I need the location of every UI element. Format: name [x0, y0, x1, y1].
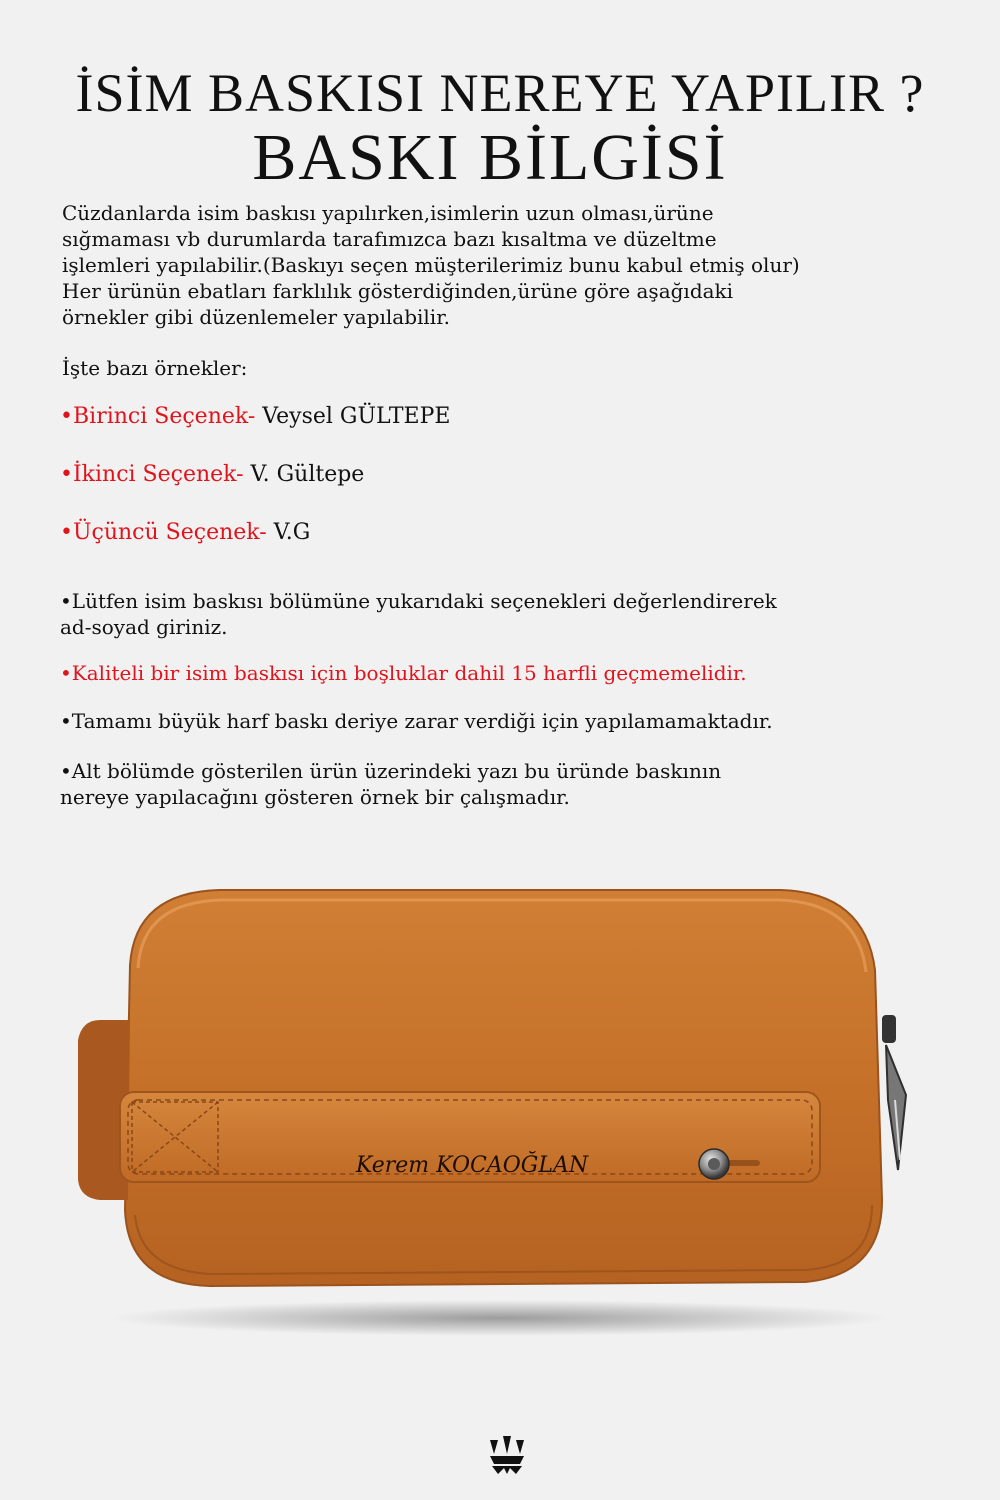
snap-button-icon — [699, 1149, 729, 1179]
note-line: •Tamamı büyük harf baskı deriye zarar verdiği için yapılamamaktadır. — [60, 709, 773, 733]
intro-line: örnekler gibi düzenlemeler yapılabilir. — [62, 305, 450, 329]
option-label: İkinci Seçenek- — [72, 462, 244, 487]
note-character-limit — [60, 660, 960, 686]
note-enter-name — [60, 588, 960, 640]
option-bullet: • — [60, 520, 73, 545]
option-value: V. Gültepe — [243, 462, 365, 487]
note-uppercase-warning — [60, 708, 960, 734]
option-third — [60, 520, 310, 545]
intro-paragraph — [62, 200, 942, 330]
intro-line: işlemleri yapılabilir.(Baskıyı seçen müşterilerimiz bunu kabul etmiş olur) — [62, 253, 800, 277]
note-line: nereye yapılacağını gösteren örnek bir çalışmadır. — [60, 785, 570, 809]
option-label: Üçüncü Seçenek- — [72, 520, 267, 545]
examples-heading: İşte bazı örnekler: — [62, 356, 248, 380]
option-second — [60, 462, 364, 487]
option-value: Veysel GÜLTEPE — [255, 404, 451, 429]
page-subtitle: BASKI BİLGİSİ — [252, 121, 728, 194]
intro-line: sığmaması vb durumlarda tarafımızca bazı kısaltma ve düzeltme — [62, 227, 717, 251]
intro-line: Cüzdanlarda isim baskısı yapılırken,isimlerin uzun olması,ürüne — [62, 201, 714, 225]
note-line: •Lütfen isim baskısı bölümüne yukarıdaki seçenekleri değerlendirerek — [60, 589, 777, 613]
option-label: Birinci Seçenek- — [72, 404, 256, 429]
option-first — [60, 404, 450, 429]
option-value: V.G — [266, 520, 311, 545]
trident-logo-icon — [486, 1434, 528, 1476]
product-shadow — [110, 1300, 890, 1336]
note-line: •Alt bölümde gösterilen ürün üzerindeki yazı bu üründe baskının — [60, 759, 722, 783]
engraving-text: Kerem KOCAOĞLAN — [355, 1153, 589, 1178]
note-line: •Kaliteli bir isim baskısı için boşluklar dahil 15 harfli geçmemelidir. — [60, 661, 747, 685]
zipper-pull-icon — [882, 1015, 906, 1170]
pouch-body — [125, 890, 882, 1286]
note-sample-explanation — [60, 758, 960, 810]
product-image — [60, 870, 960, 1340]
page-title: İSİM BASKISI NEREYE YAPILIR ? — [75, 63, 925, 123]
note-line: ad-soyad giriniz. — [60, 615, 228, 639]
option-bullet: • — [60, 462, 73, 487]
intro-line: Her ürünün ebatları farklılık gösterdiğinden,ürüne göre aşağıdaki — [62, 279, 734, 303]
option-bullet: • — [60, 404, 73, 429]
